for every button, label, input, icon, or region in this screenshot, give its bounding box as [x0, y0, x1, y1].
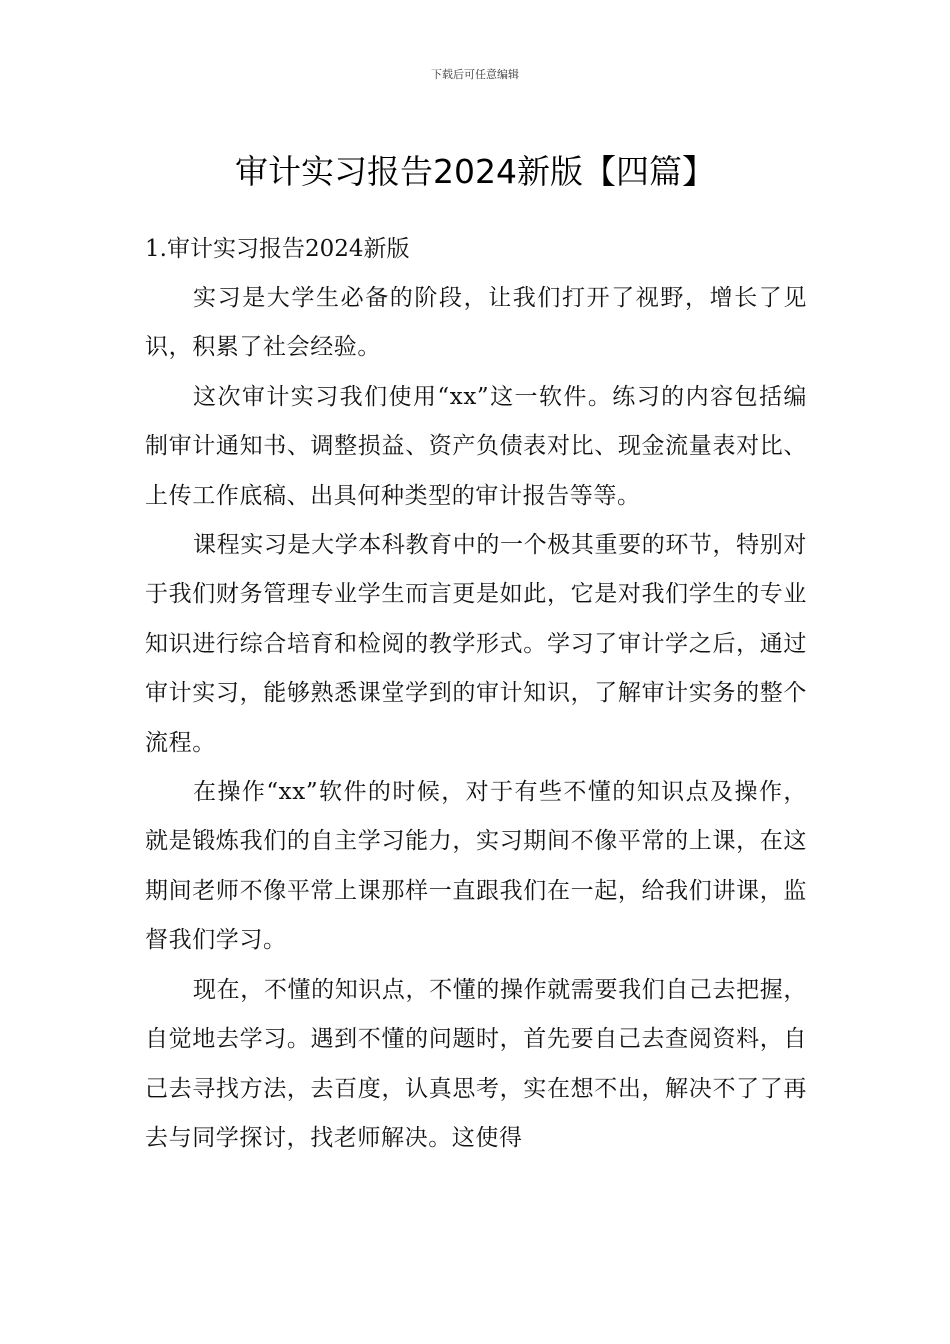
paragraph: 课程实习是大学本科教育中的一个极其重要的环节，特别对于我们财务管理专业学生而言更是如此，它是对我们学生的专业知识进行综合培育和检阅的教学形式。学习了审计学之后，通过审计实习，能够熟悉课堂学到的审计知识，了解审计实务的整个流程。 — [145, 532, 807, 756]
document-body — [145, 224, 807, 1163]
paragraph: 在操作“xx”软件的时候，对于有些不懂的知识点及操作，就是锻炼我们的自主学习能力，实习期间不像平常的上课，在这期间老师不像平常上课那样一直跟我们在一起，给我们讲课，监督我们学习。 — [145, 779, 807, 954]
section-heading: 1.审计实习报告2024新版 — [145, 236, 410, 262]
document-title: 审计实习报告2024新版【四篇】 — [235, 152, 715, 192]
paragraph: 实习是大学生必备的阶段，让我们打开了视野，增长了见识，积累了社会经验。 — [145, 285, 807, 361]
header-note: 下载后可任意编辑 — [431, 68, 519, 81]
paragraph: 这次审计实习我们使用“xx”这一软件。练习的内容包括编制审计通知书、调整损益、资产负债表对比、现金流量表对比、上传工作底稿、出具何种类型的审计报告等等。 — [145, 383, 807, 509]
paragraph: 现在，不懂的知识点，不懂的操作就需要我们自己去把握，自觉地去学习。遇到不懂的问题时，首先要自己去查阅资料，自己去寻找方法，去百度，认真思考，实在想不出，解决不了了再去与同学探讨，找老师解决。这使得 — [145, 976, 807, 1151]
